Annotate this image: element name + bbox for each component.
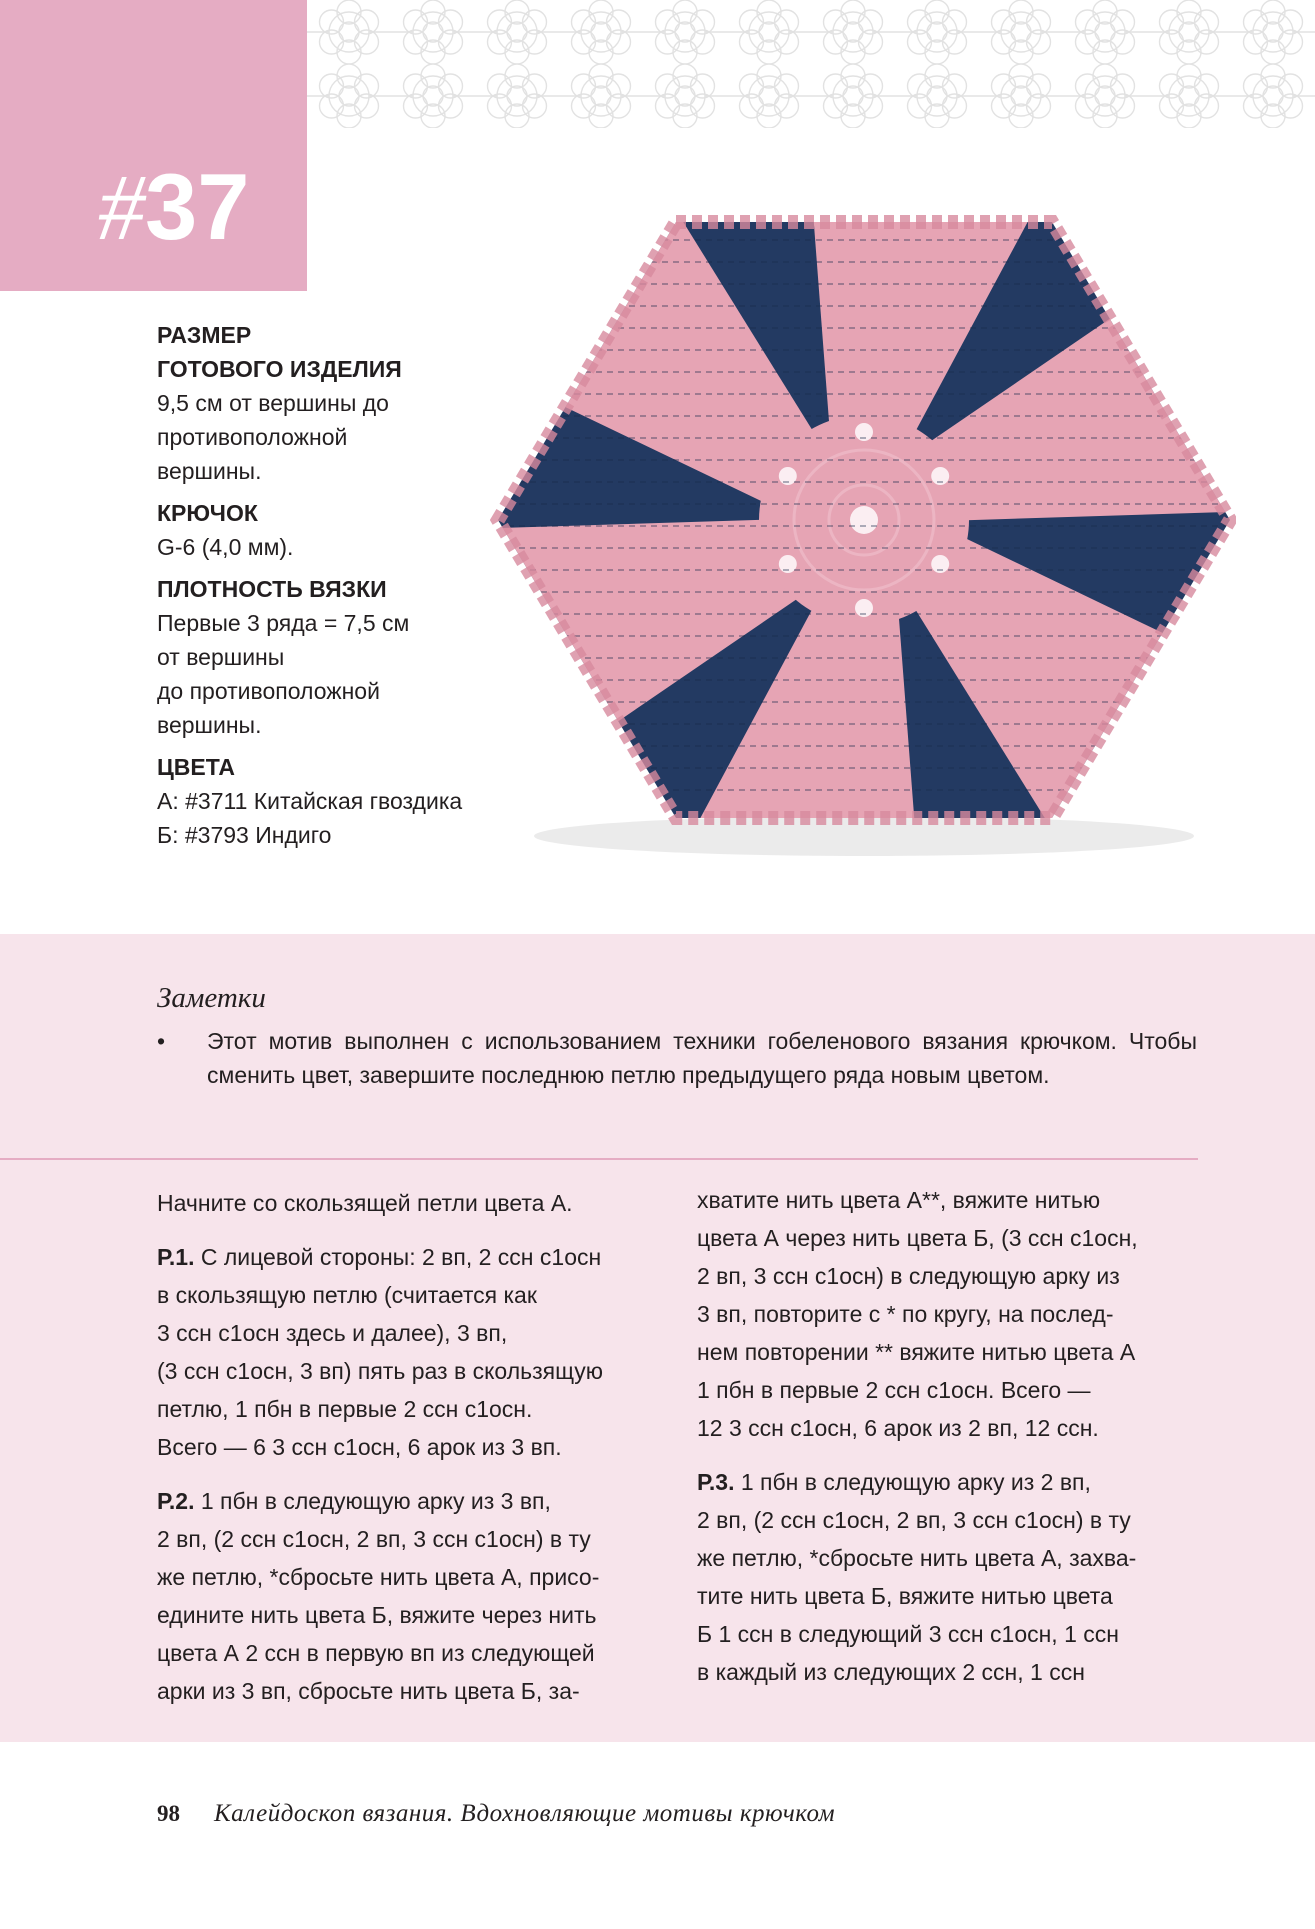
spec-value-hook: G-6 (4,0 мм).: [157, 534, 294, 560]
row-3-label: Р.3.: [697, 1469, 735, 1495]
spec-heading-size: [157, 318, 527, 386]
row-3: [697, 1463, 1197, 1691]
motif-number-block: [0, 0, 307, 291]
section-divider: [0, 1158, 1198, 1160]
note-text: Этот мотив выполнен с использованием техники гобеленового вязания крючком. Чтобы сменить цвет, завершите последнюю петлю предыдущего ряда новым цветом.: [207, 1028, 1197, 1088]
row-1-text: С лицевой стороны: 2 вп, 2 ссн с1осн в скользящую петлю (считается как 3 ссн с1осн здесь и далее), 3 вп, (3 ссн с1осн, 3 вп) пять раз в скользящую петлю, 1 пбн в первые 2 ссн с1осн. Всего — 6 3 ссн с1осн, 6 арок из 3 вп.: [157, 1244, 604, 1460]
row-1-label: Р.1.: [157, 1244, 195, 1270]
row-2-label: Р.2.: [157, 1488, 195, 1514]
row-2-continuation: хватите нить цвета А**, вяжите нитью цвета А через нить цвета Б, (3 ссн с1осн, 2 вп, 3 ссн с1осн) в следующую арку из 3 вп, повторите с * по кругу, на послед- нем повторении ** вяжите нитью цвета А 1 пбн в первые 2 ссн с1осн. Всего — 12 3 ссн с1осн, 6 арок из 2 вп, 12 ссн.: [697, 1187, 1138, 1441]
row-3-text: 1 пбн в следующую арку из 2 вп, 2 вп, (2 ссн с1осн, 2 вп, 3 ссн с1осн) в ту же петлю, *сбросьте нить цвета А, захва- тите нить цвета Б, вяжите нитью цвета Б 1 ссн в следующий 3 ссн с1осн, 1 ссн в каждый из следующих 2 ссн, 1 ссн: [697, 1469, 1137, 1685]
instructions-left-column: [157, 1184, 657, 1726]
book-title: Калейдоскоп вязания. Вдохновляющие мотивы крючком: [214, 1800, 836, 1827]
row-2-text: 1 пбн в следующую арку из 3 вп, 2 вп, (2 ссн с1осн, 2 вп, 3 ссн с1осн) в ту же петлю, *сбросьте нить цвета А, присо- едините нить цвета Б, вяжите через нить цвета А 2 ссн в первую вп из следующей арки из 3 вп, сбросьте нить цвета Б, за-: [157, 1488, 600, 1704]
center-ring-gap: [850, 506, 878, 534]
instructions-intro: Начните со скользящей петли цвета А.: [157, 1190, 573, 1216]
hash-sign: #: [98, 156, 145, 260]
spec-heading-size-text: РАЗМЕР ГОТОВОГО ИЗДЕЛИЯ: [157, 322, 402, 382]
spec-value-gauge: Первые 3 ряда = 7,5 см от вершины до противоположной вершины.: [157, 610, 410, 738]
row-1: [157, 1238, 657, 1466]
lace-decoration-icon: [307, 0, 1315, 128]
motif-number-value: 37: [145, 154, 250, 259]
spec-value-colors: А: #3711 Китайская гвоздика Б: #3793 Индиго: [157, 788, 463, 848]
specs-block: [157, 318, 527, 860]
spec-heading-gauge: ПЛОТНОСТЬ ВЯЗКИ: [157, 576, 387, 602]
notes-title: Заметки: [157, 982, 266, 1014]
spec-heading-colors: ЦВЕТА: [157, 754, 235, 780]
spec-value-size: 9,5 см от вершины до противоположной вершины.: [157, 390, 389, 484]
bullet-icon: •: [157, 1028, 166, 1054]
spec-heading-hook: КРЮЧОК: [157, 500, 258, 526]
crochet-hexagon-photo: [486, 190, 1236, 870]
instructions-right-column: [697, 1181, 1197, 1707]
motif-number: [98, 154, 250, 260]
page-footer: [157, 1800, 835, 1828]
note-item: [157, 1024, 1197, 1092]
row-2: [157, 1482, 657, 1710]
page-number: 98: [157, 1801, 180, 1826]
